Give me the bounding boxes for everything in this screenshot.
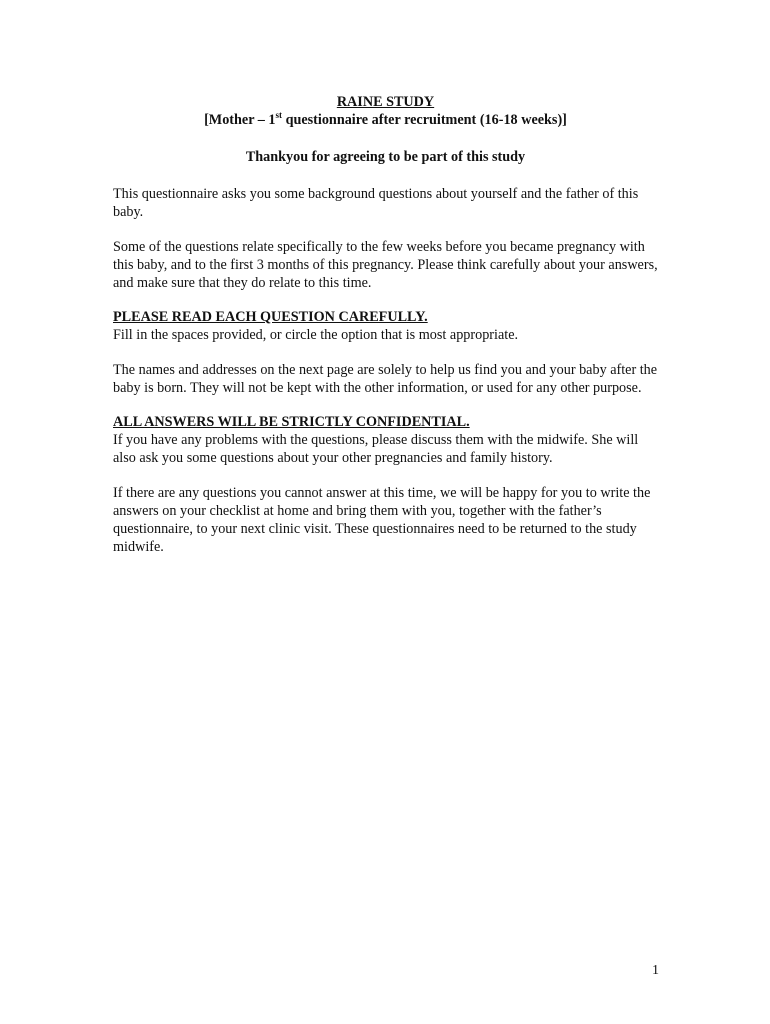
problems-paragraph: If you have any problems with the questions, please discuss them with the midwife. She will also ask you some questions about your other pregnancies and family history.: [113, 432, 639, 466]
page-number: 1: [652, 963, 659, 978]
thanks-line: Thankyou for agreeing to be part of this study: [245, 149, 526, 165]
document-subtitle: [113, 111, 658, 129]
read-carefully-heading: PLEASE READ EACH QUESTION CAREFULLY.: [113, 309, 428, 325]
unanswered-questions-paragraph: If there are any questions you cannot answer at this time, we will be happy for you to write the answers on your checklist at home and bring them with you, together with the father’s questionnaire, to your next clinic visit. These questionnaires need to be returned to the study midwife.: [113, 485, 651, 555]
subtitle-prefix: [Mother – 1: [204, 112, 276, 128]
confidential-heading: ALL ANSWERS WILL BE STRICTLY CONFIDENTIAL.: [113, 414, 470, 430]
timeframe-paragraph: Some of the questions relate specifically to the few weeks before you became pregnancy with this baby, and to the first 3 months of this pregnancy. Please think carefully about your answers, and make sure that they do relate to this time.: [113, 239, 658, 291]
document-content: [113, 93, 658, 556]
document-title: RAINE STUDY: [336, 94, 435, 110]
instructions-paragraph: Fill in the spaces provided, or circle the option that is most appropriate.: [113, 327, 519, 343]
subtitle-superscript: st: [275, 110, 283, 120]
subtitle-suffix: questionnaire after recruitment (16-18 weeks)]: [282, 112, 567, 128]
names-addresses-paragraph: The names and addresses on the next page are solely to help us find you and your baby after the baby is born. They will not be kept with the other information, or used for any other purpose.: [113, 362, 658, 396]
intro-paragraph: This questionnaire asks you some background questions about yourself and the father of this baby.: [113, 186, 639, 220]
